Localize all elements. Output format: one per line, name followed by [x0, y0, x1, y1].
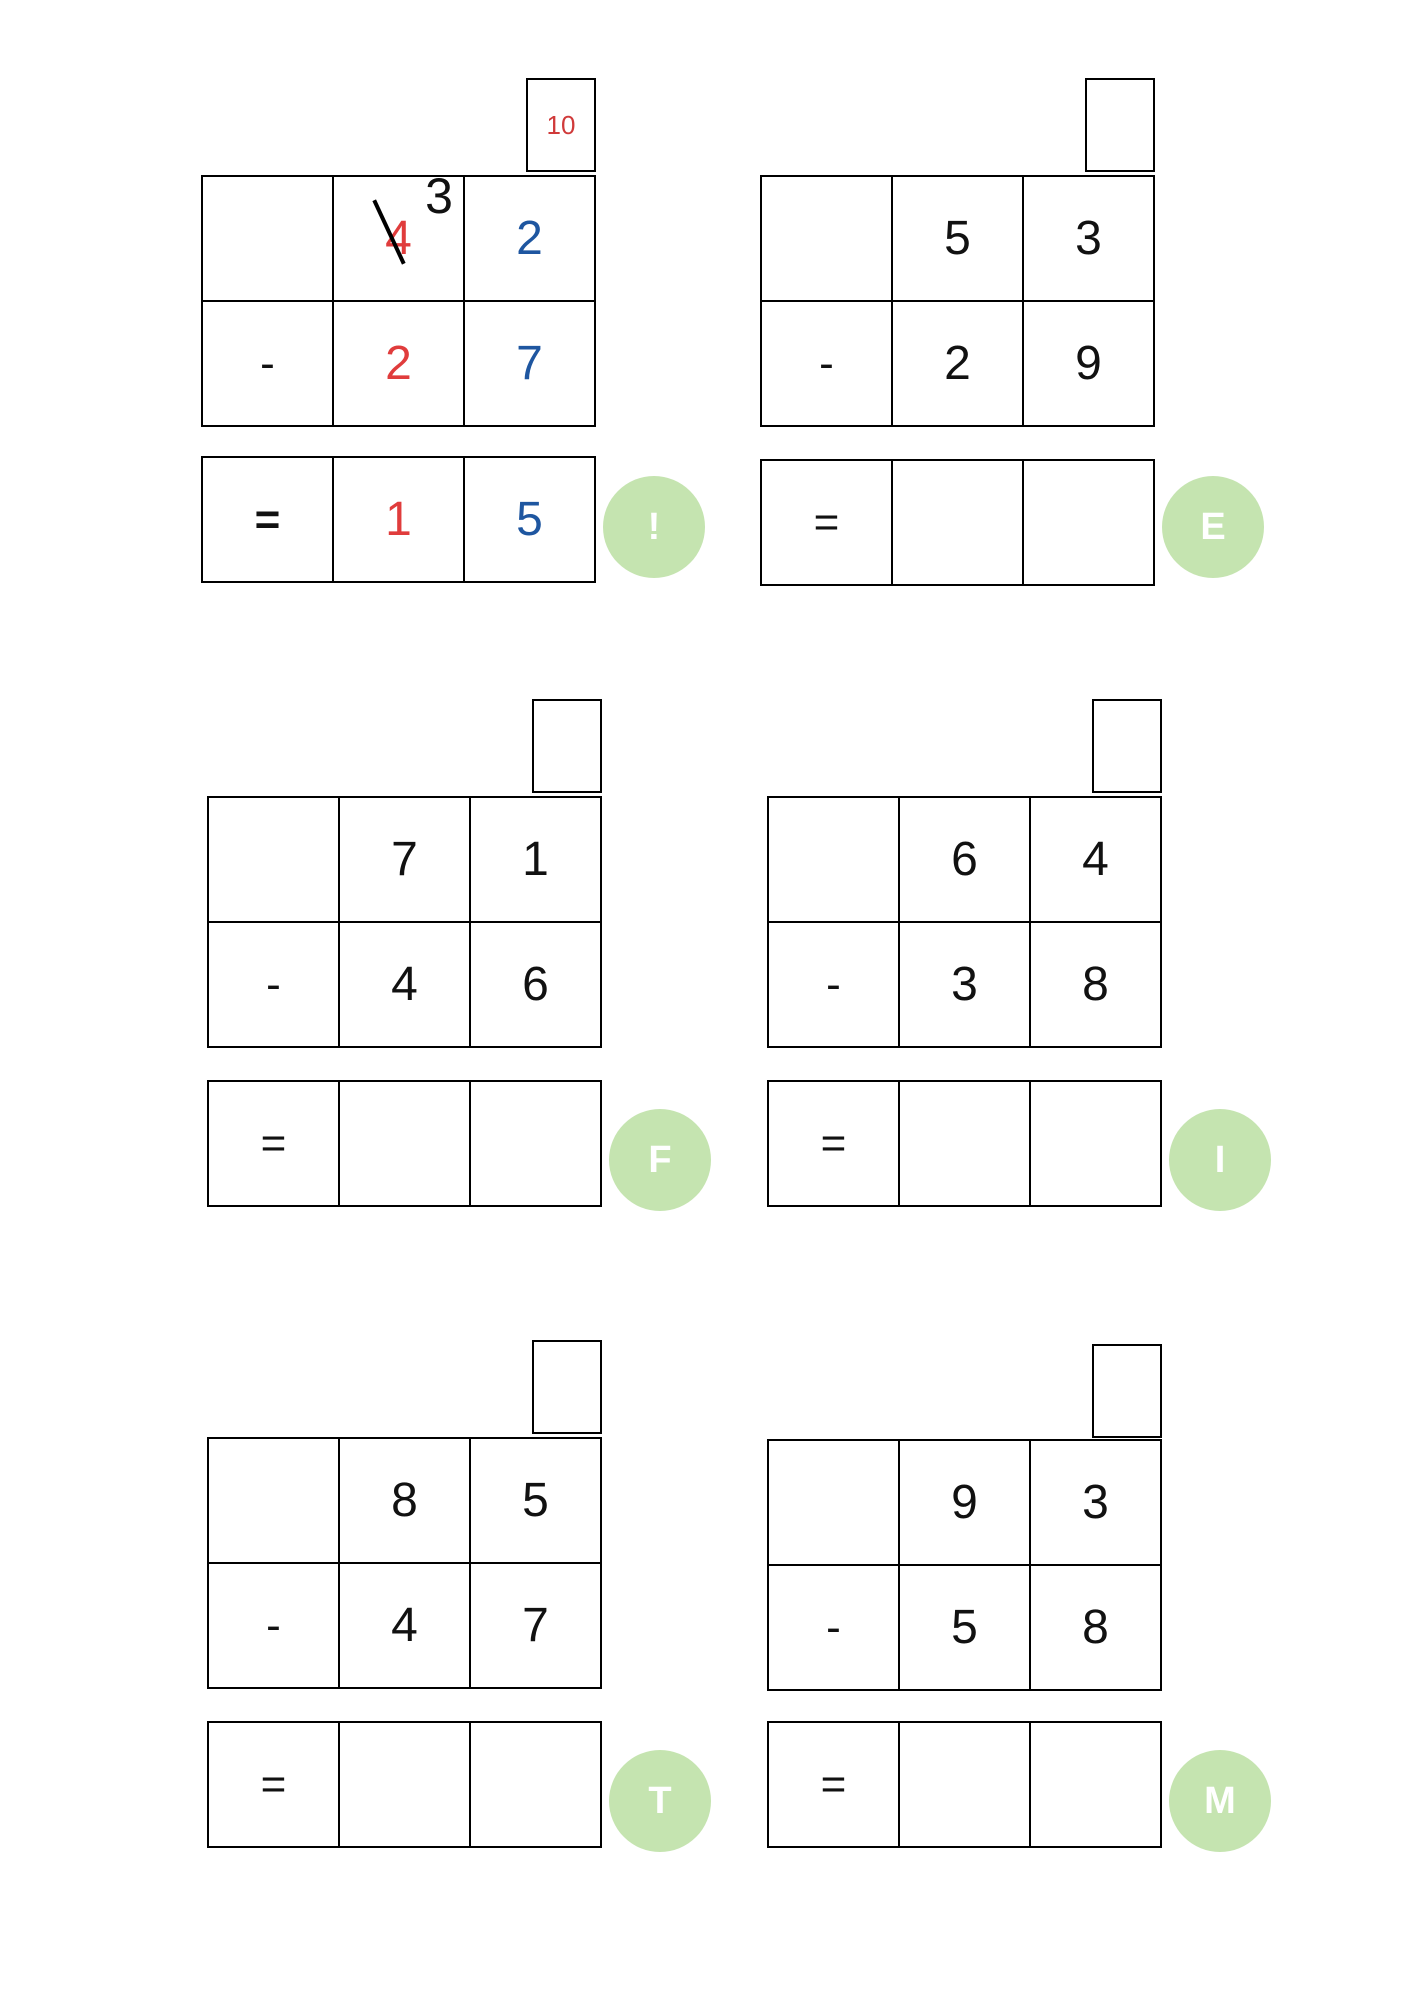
result-tens-cell[interactable] — [891, 459, 1024, 586]
bottom-tens-cell: 4 — [338, 921, 471, 1048]
top-ones-cell: 2 — [463, 175, 596, 302]
bottom-tens-cell: 2 — [891, 300, 1024, 427]
subtraction-problem-4 — [767, 699, 1307, 1219]
bottom-tens-cell: 2 — [332, 300, 465, 427]
carry-box[interactable]: 10 — [526, 78, 596, 172]
result-ones-cell[interactable] — [1029, 1080, 1162, 1207]
result-ones-cell[interactable] — [1022, 459, 1155, 586]
minus-sign: - — [207, 1562, 340, 1689]
subtraction-problem-1 — [201, 78, 741, 598]
equals-sign: = — [760, 459, 893, 586]
top-tens-cell: 9 — [898, 1439, 1031, 1566]
carry-box[interactable] — [1092, 1344, 1162, 1438]
answer-letter-badge: E — [1162, 476, 1264, 578]
struck-digit: 4 — [385, 212, 412, 265]
equals-sign: = — [207, 1721, 340, 1848]
equals-sign: = — [767, 1721, 900, 1848]
top-tens-cell: 5 — [891, 175, 1024, 302]
bottom-ones-cell: 7 — [463, 300, 596, 427]
bottom-ones-cell: 6 — [469, 921, 602, 1048]
result-tens-cell[interactable] — [338, 1080, 471, 1207]
top-tens-cell: 8 — [338, 1437, 471, 1564]
carry-box[interactable] — [532, 1340, 602, 1434]
carry-box[interactable] — [1092, 699, 1162, 793]
bottom-ones-cell: 8 — [1029, 921, 1162, 1048]
result-tens-cell[interactable] — [338, 1721, 471, 1848]
top-tens-cell: 6 — [898, 796, 1031, 923]
result-tens-cell[interactable] — [898, 1721, 1031, 1848]
minus-sign: - — [760, 300, 893, 427]
result-ones-cell[interactable] — [469, 1721, 602, 1848]
top-tens-cell — [332, 168, 465, 302]
result-ones-cell[interactable] — [1029, 1721, 1162, 1848]
minus-sign: - — [767, 921, 900, 1048]
corrected-digit — [385, 168, 453, 266]
subtraction-problem-6 — [767, 1344, 1307, 1864]
bottom-tens-cell: 4 — [338, 1562, 471, 1689]
bottom-ones-cell: 7 — [469, 1562, 602, 1689]
carry-box[interactable] — [1085, 78, 1155, 172]
top-ones-cell: 1 — [469, 796, 602, 923]
carry-box[interactable] — [532, 699, 602, 793]
top-ones-cell: 5 — [469, 1437, 602, 1564]
top-hundreds-cell — [767, 1439, 900, 1566]
subtraction-problem-2 — [760, 78, 1300, 598]
top-hundreds-cell — [767, 796, 900, 923]
answer-letter-badge: T — [609, 1750, 711, 1852]
top-tens-cell: 7 — [338, 796, 471, 923]
bottom-tens-cell: 5 — [898, 1564, 1031, 1691]
answer-letter-badge: M — [1169, 1750, 1271, 1852]
answer-letter-badge: I — [1169, 1109, 1271, 1211]
answer-letter-badge: F — [609, 1109, 711, 1211]
result-tens-cell[interactable]: 1 — [332, 456, 465, 583]
top-ones-cell: 3 — [1029, 1439, 1162, 1566]
result-ones-cell[interactable] — [469, 1080, 602, 1207]
result-ones-cell[interactable]: 5 — [463, 456, 596, 583]
result-tens-cell[interactable] — [898, 1080, 1031, 1207]
bottom-ones-cell: 9 — [1022, 300, 1155, 427]
top-hundreds-cell — [207, 1437, 340, 1564]
subtraction-problem-5 — [207, 1340, 747, 1860]
top-hundreds-cell — [201, 175, 334, 302]
bottom-tens-cell: 3 — [898, 921, 1031, 1048]
equals-sign: = — [767, 1080, 900, 1207]
bottom-ones-cell: 8 — [1029, 1564, 1162, 1691]
answer-letter-badge: ! — [603, 476, 705, 578]
minus-sign: - — [767, 1564, 900, 1691]
top-hundreds-cell — [760, 175, 893, 302]
minus-sign: - — [207, 921, 340, 1048]
subtraction-problem-3 — [207, 699, 747, 1219]
minus-sign: - — [201, 300, 334, 427]
top-ones-cell: 3 — [1022, 175, 1155, 302]
top-ones-cell: 4 — [1029, 796, 1162, 923]
equals-sign: = — [207, 1080, 340, 1207]
equals-sign: = — [201, 456, 334, 583]
borrow-correction: 3 — [425, 168, 453, 224]
top-hundreds-cell — [207, 796, 340, 923]
